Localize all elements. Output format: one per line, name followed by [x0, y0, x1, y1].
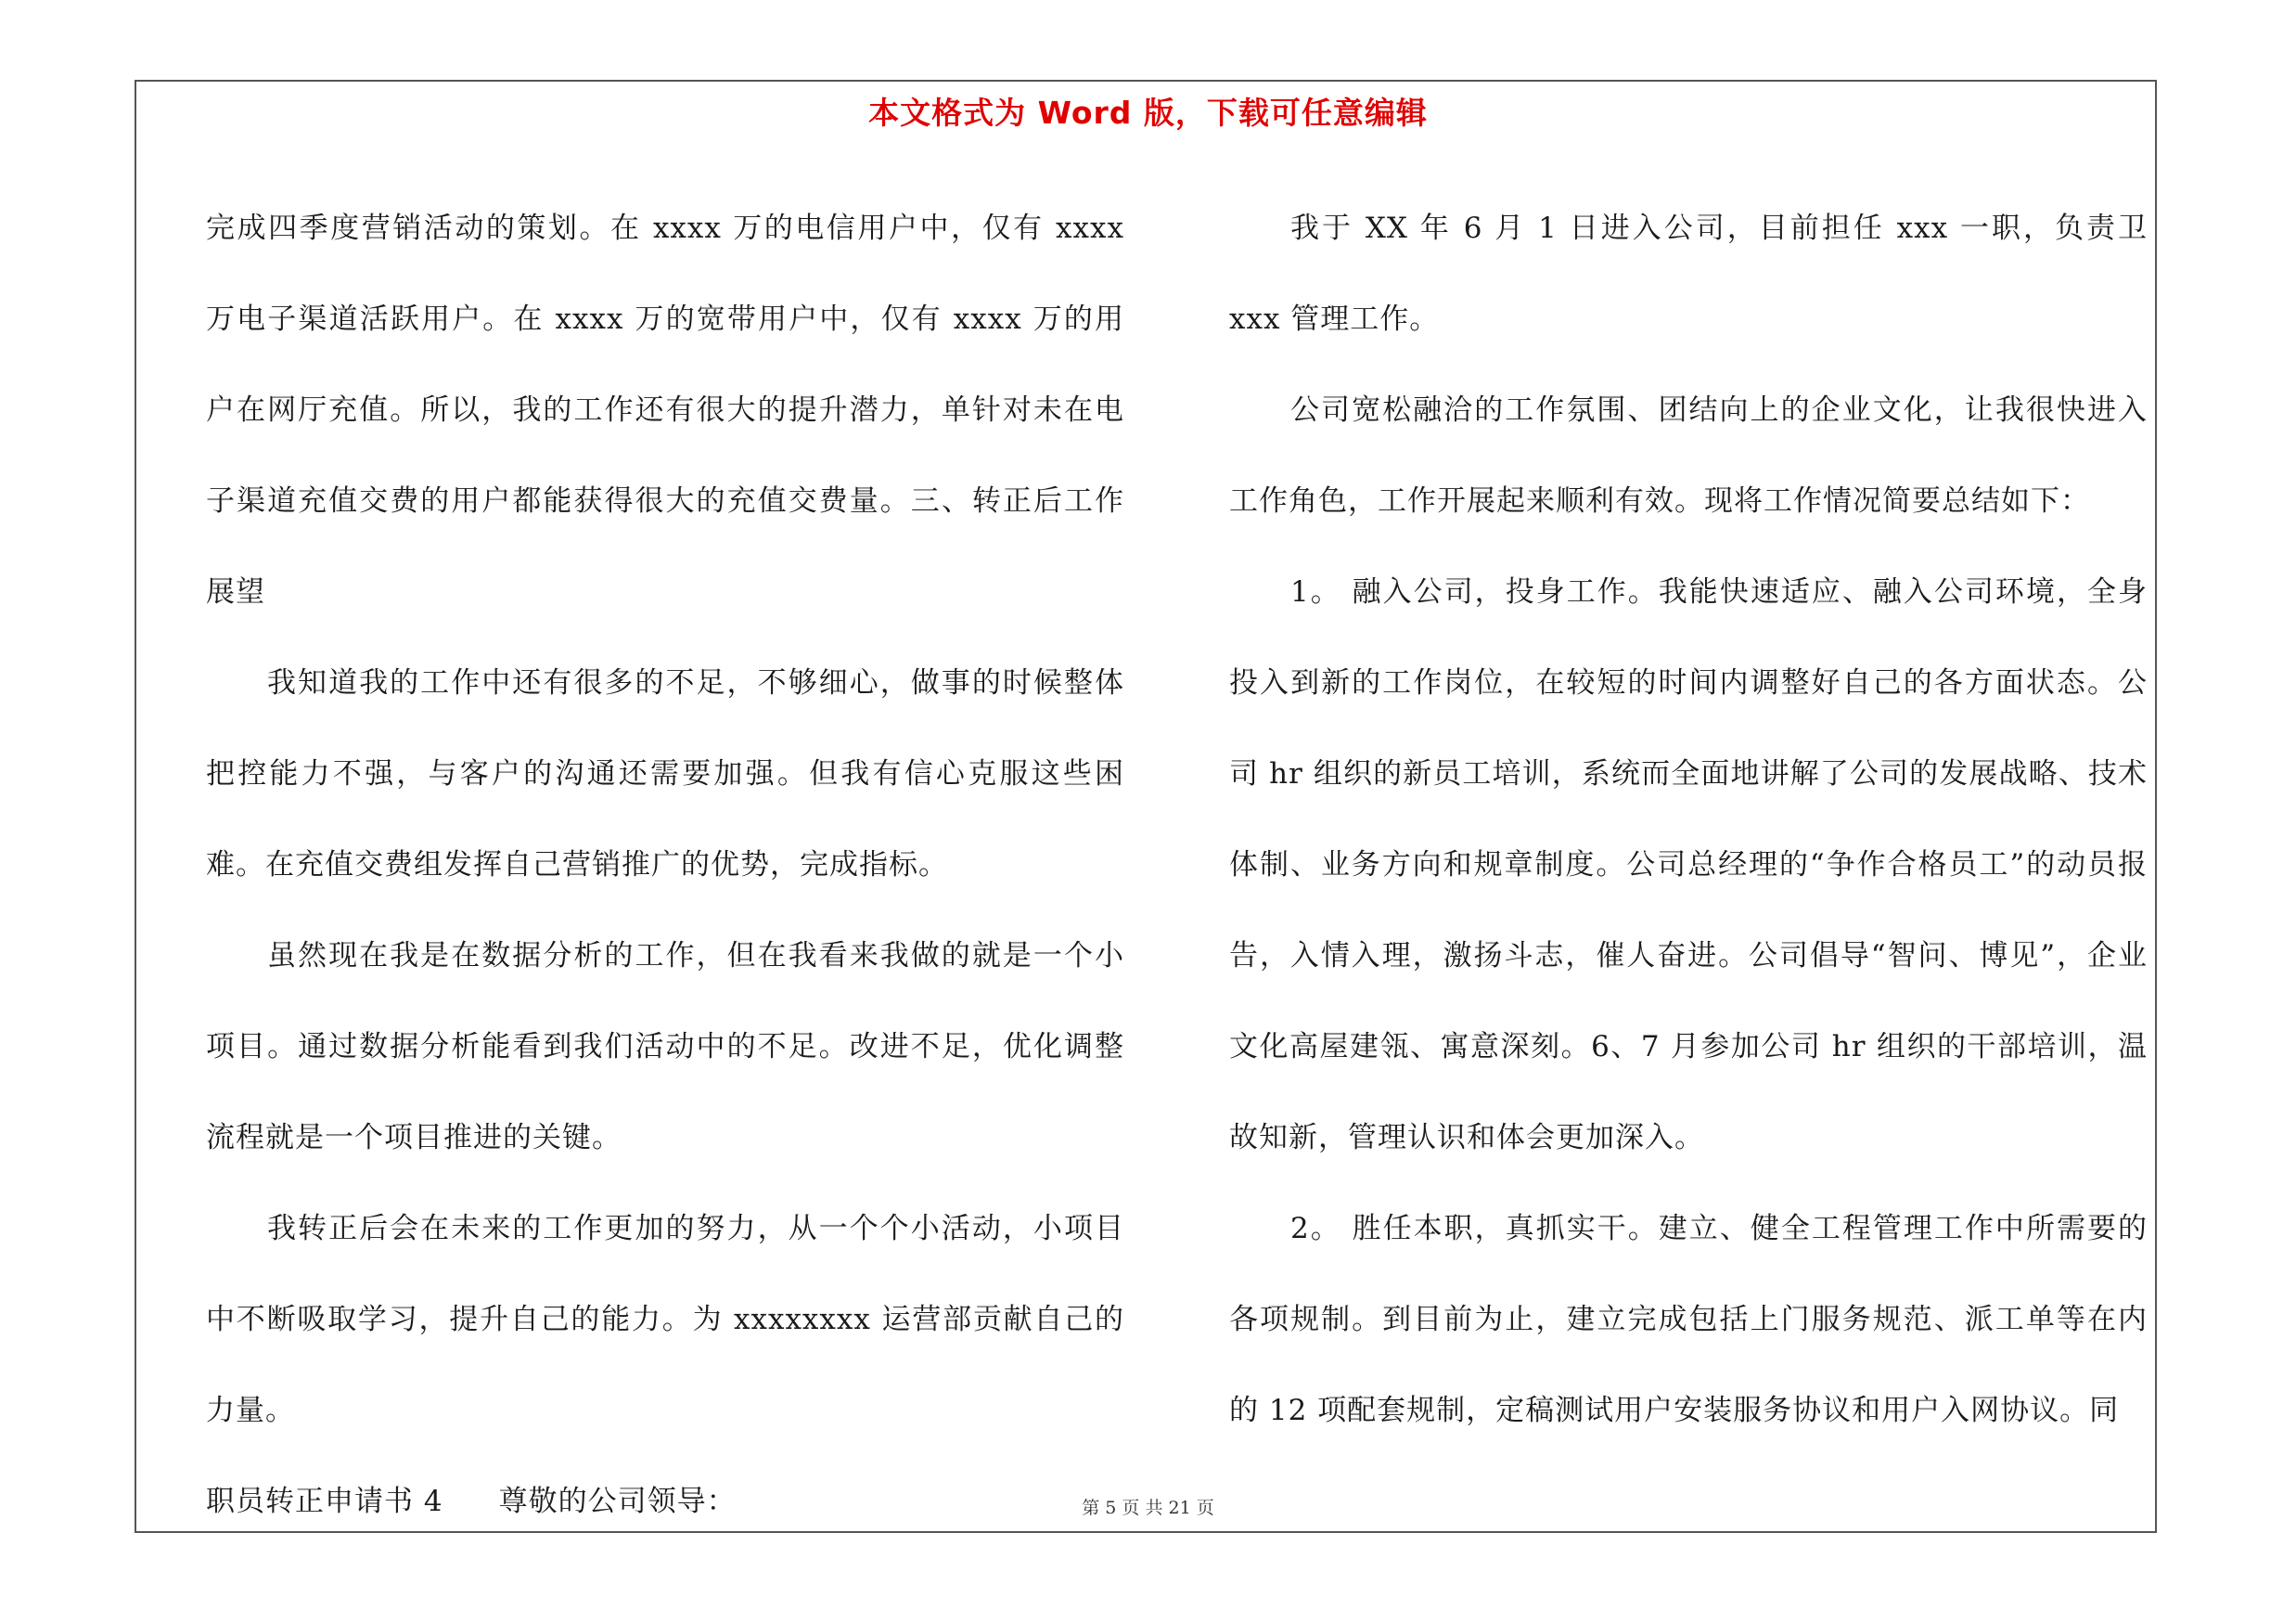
- paragraph: 我于 XX 年 6 月 1 日进入公司，目前担任 xxx 一职，负责卫 xxx 管理工作。: [1229, 212, 2148, 336]
- paragraph: 我转正后会在未来的工作更加的努力，从一个个小活动，小项目中不断吸取学习，提升自己的能力。为 xxxxxxxx 运营部贡献自己的力量。: [206, 1212, 1124, 1427]
- paragraph: 虽然现在我是在数据分析的工作，但在我看来我做的就是一个小项目。通过数据分析能看到我们活动中的不足。改进不足，优化调整流程就是一个项目推进的关键。: [206, 939, 1124, 1154]
- right-text-column: [1229, 183, 2148, 1456]
- paragraph: 公司宽松融洽的工作氛围、团结向上的企业文化，让我很快进入工作角色，工作开展起来顺利有效。现将工作情况简要总结如下：: [1229, 393, 2148, 518]
- paragraph: 我知道我的工作中还有很多的不足，不够细心，做事的时候整体把控能力不强，与客户的沟通还需要加强。但我有信心克服这些困难。在充值交费组发挥自己营销推广的优势，完成指标。: [206, 666, 1124, 882]
- paragraph: 1。 融入公司，投身工作。我能快速适应、融入公司环境，全身投入到新的工作岗位，在较短的时间内调整好自己的各方面状态。公司 hr 组织的新员工培训，系统而全面地讲解了公司的发展战略、技术体制、业务方向和规章制度。公司总经理的“争作合格员工”的动员报告，入情入理，激扬斗志，催人奋进。公司倡导“智问、博见”，企业文化高屋建瓴、寓意深刻。6、7 月参加公司 hr 组织的干部培训，温故知新，管理认识和体会更加深入。: [1229, 575, 2148, 1154]
- page-number-footer: 第 5 页 共 21 页: [1082, 1498, 1214, 1518]
- paragraph: 2。 胜任本职，真抓实干。建立、健全工程管理工作中所需要的各项规制。到目前为止，建立完成包括上门服务规范、派工单等在内的 12 项配套规制，定稿测试用户安装服务协议和用户入网协议。同: [1229, 1212, 2148, 1427]
- editable-format-banner: 本文格式为 Word 版，下载可任意编辑: [868, 95, 1428, 131]
- salutation: 尊敬的公司领导：: [498, 1485, 737, 1518]
- section-title: 职员转正申请书 4: [206, 1485, 443, 1518]
- paragraph: 完成四季度营销活动的策划。在 xxxx 万的电信用户中，仅有 xxxx 万电子渠道活跃用户。在 xxxx 万的宽带用户中，仅有 xxxx 万的用户在网厅充值。所以，我的工作还有很大的提升潜力，单针对未在电子渠道充值交费的用户都能获得很大的充值交费量。三、转正后工作展望: [206, 212, 1124, 609]
- left-text-column: [206, 183, 1124, 1547]
